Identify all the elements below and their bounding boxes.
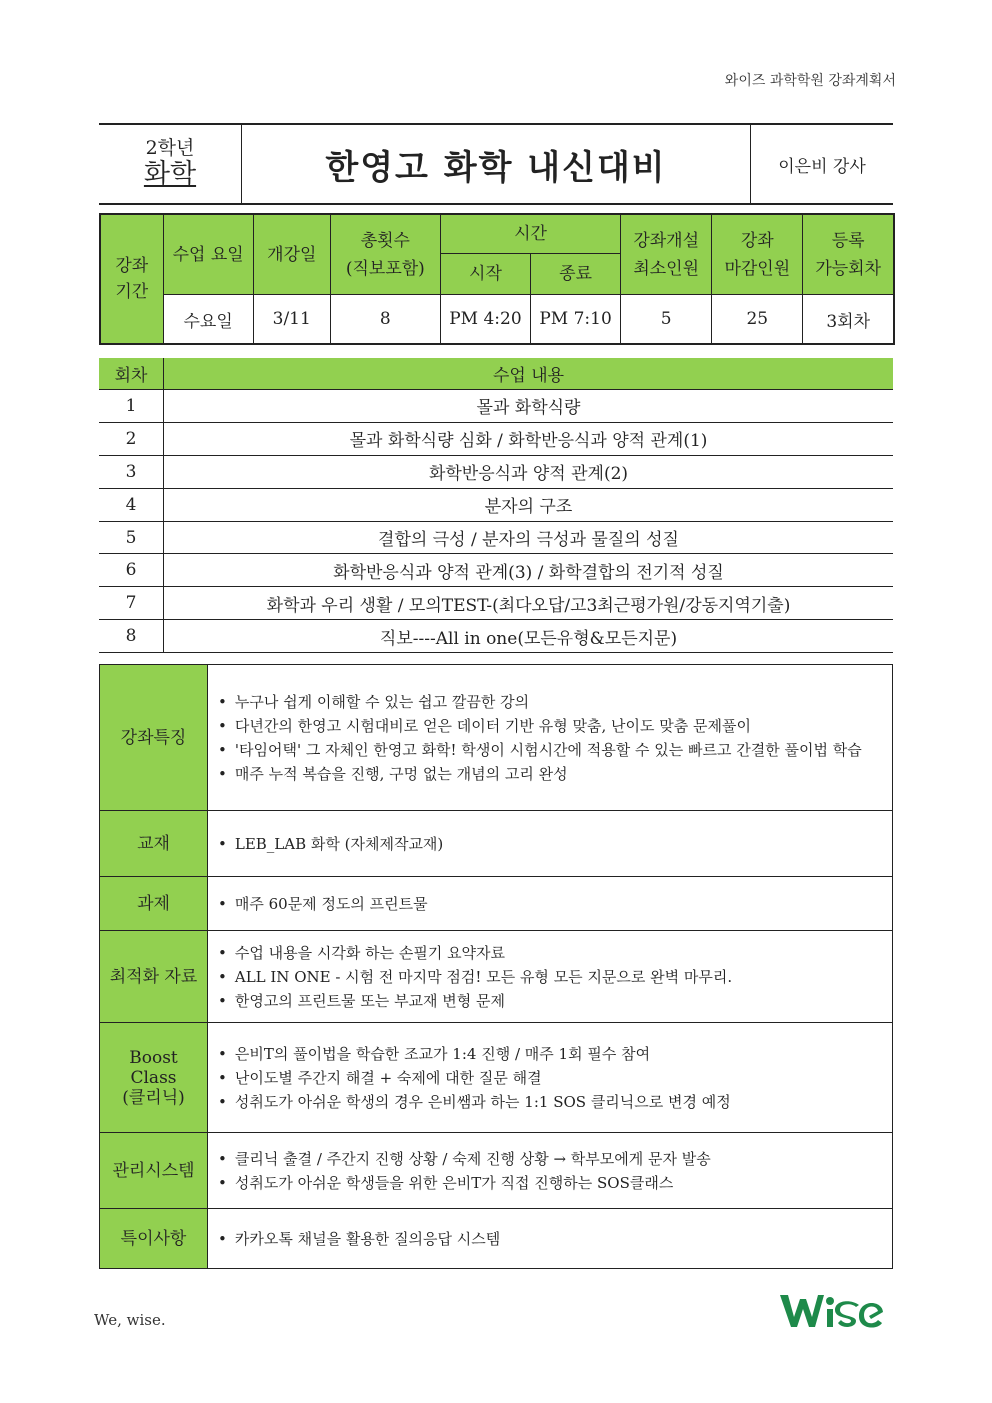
course-info-table	[99, 213, 895, 345]
schedule-num-header: 회차	[99, 358, 164, 390]
max-header	[712, 214, 803, 295]
start-time-value: PM 4:20	[440, 295, 530, 345]
features-table	[99, 664, 893, 1269]
time-header: 시간	[440, 214, 620, 254]
row-num: 7	[99, 587, 164, 620]
total-header-l1: 총횟수	[360, 230, 410, 251]
list-item: • 클리닉 출결 / 주간지 진행 상황 / 숙제 진행 상황 → 학부모에게 문자 발송	[218, 1147, 892, 1171]
table-row	[99, 587, 893, 620]
table-row	[99, 620, 893, 653]
row-num: 6	[99, 554, 164, 587]
row-content: 화학반응식과 양적 관계(2)	[164, 455, 894, 488]
table-row	[99, 488, 893, 521]
row-content: 결합의 극성 / 분자의 극성과 물질의 성질	[164, 521, 894, 554]
feature-content	[208, 1209, 893, 1269]
feature-label: 최적화 자료	[100, 931, 208, 1023]
total-header	[330, 214, 440, 295]
grade-subject	[99, 125, 242, 203]
schedule-table	[99, 358, 893, 653]
list-item: • 난이도별 주간지 해결 + 숙제에 대한 질문 해결	[218, 1066, 892, 1090]
start-time-header: 시작	[440, 254, 530, 295]
min-value: 5	[621, 295, 712, 345]
row-content: 화학반응식과 양적 관계(3) / 화학결합의 전기적 성질	[164, 554, 894, 587]
row-num: 5	[99, 521, 164, 554]
feature-label: 특이사항	[100, 1209, 208, 1269]
min-header-l2: 최소인원	[633, 258, 700, 279]
list-item: • 매주 누적 복습을 진행, 구멍 없는 개념의 고리 완성	[218, 762, 892, 786]
start-date-header: 개강일	[253, 214, 330, 295]
subject-label: 화학	[143, 159, 197, 190]
row-num: 2	[99, 422, 164, 455]
feature-content	[208, 1133, 893, 1209]
reg-header-l1: 등록	[831, 230, 865, 251]
day-value: 수요일	[163, 295, 253, 345]
start-date-value: 3/11	[253, 295, 330, 345]
feature-content	[208, 811, 893, 877]
min-header-l1: 강좌개설	[633, 230, 700, 251]
row-content: 몰과 화학식량 심화 / 화학반응식과 양적 관계(1)	[164, 422, 894, 455]
row-content: 직보----All in one(모든유형&모든지문)	[164, 620, 894, 653]
reg-value: 3회차	[803, 295, 894, 345]
max-header-l2: 마감인원	[724, 258, 791, 279]
list-item: • 수업 내용을 시각화 하는 손필기 요약자료	[218, 941, 892, 965]
total-header-l2: (직보포함)	[345, 258, 425, 279]
wise-logo	[778, 1289, 896, 1337]
period-label: 강좌 기간	[100, 214, 163, 344]
day-header: 수업 요일	[163, 214, 253, 295]
table-row	[99, 390, 893, 423]
row-content: 몰과 화학식량	[164, 390, 894, 423]
list-item: • 은비T의 풀이법을 학습한 조교가 1:4 진행 / 매주 1회 필수 참여	[218, 1042, 892, 1066]
feature-content	[208, 931, 893, 1023]
table-row	[99, 422, 893, 455]
page-title: 한영고 화학 내신대비	[242, 125, 751, 203]
min-header	[621, 214, 712, 295]
max-header-l1: 강좌	[740, 230, 774, 251]
list-item: • '타임어택' 그 자체인 한영고 화학! 학생이 시험시간에 적용할 수 있는 빠르고 간결한 풀이법 학습	[218, 738, 892, 762]
feature-label: 강좌특징	[100, 665, 208, 811]
list-item: • LEB_LAB 화학 (자체제작교재)	[218, 832, 892, 856]
max-value: 25	[712, 295, 803, 345]
row-num: 1	[99, 390, 164, 423]
title-box	[99, 123, 893, 205]
row-num: 4	[99, 488, 164, 521]
feature-content	[208, 877, 893, 931]
table-row	[99, 455, 893, 488]
table-row	[99, 554, 893, 587]
feature-content	[208, 1023, 893, 1133]
row-content: 분자의 구조	[164, 488, 894, 521]
list-item: • 매주 60문제 정도의 프린트물	[218, 892, 892, 916]
grade-label: 2학년	[145, 137, 195, 159]
feature-label: 과제	[100, 877, 208, 931]
wise-logo-icon	[778, 1289, 896, 1333]
feature-label: 교재	[100, 811, 208, 877]
list-item: • 한영고의 프린트물 또는 부교재 변형 문제	[218, 989, 892, 1013]
list-item: • 성취도가 아쉬운 학생들을 위한 은비T가 직접 진행하는 SOS클래스	[218, 1171, 892, 1195]
reg-header-l2: 가능회차	[815, 258, 882, 279]
list-item: • 누구나 쉽게 이해할 수 있는 쉽고 깔끔한 강의	[218, 690, 892, 714]
list-item: • 성취도가 아쉬운 학생의 경우 은비쌤과 하는 1:1 SOS 클리닉으로 변경 예정	[218, 1090, 892, 1114]
footer-slogan: We, wise.	[94, 1311, 166, 1329]
reg-header	[803, 214, 894, 295]
row-content: 화학과 우리 생활 / 모의TEST-(최다오답/고3최근평가원/강동지역기출)	[164, 587, 894, 620]
feature-label: 관리시스템	[100, 1133, 208, 1209]
table-row	[99, 521, 893, 554]
end-time-value: PM 7:10	[531, 295, 621, 345]
header-note: 와이즈 과학학원 강좌계획서	[724, 73, 896, 89]
total-value: 8	[330, 295, 440, 345]
row-num: 8	[99, 620, 164, 653]
end-time-header: 종료	[531, 254, 621, 295]
feature-content	[208, 665, 893, 811]
schedule-content-header: 수업 내용	[164, 358, 894, 390]
list-item: • 다년간의 한영고 시험대비로 얻은 데이터 기반 유형 맞춤, 난이도 맞춤 문제풀이	[218, 714, 892, 738]
teacher-name: 이은비 강사	[778, 156, 866, 177]
row-num: 3	[99, 455, 164, 488]
feature-label: Boost Class (클리닉)	[100, 1023, 208, 1133]
list-item: • ALL IN ONE - 시험 전 마지막 점검! 모든 유형 모든 지문으로 완벽 마무리.	[218, 965, 892, 989]
list-item: • 카카오톡 채널을 활용한 질의응답 시스템	[218, 1227, 892, 1251]
